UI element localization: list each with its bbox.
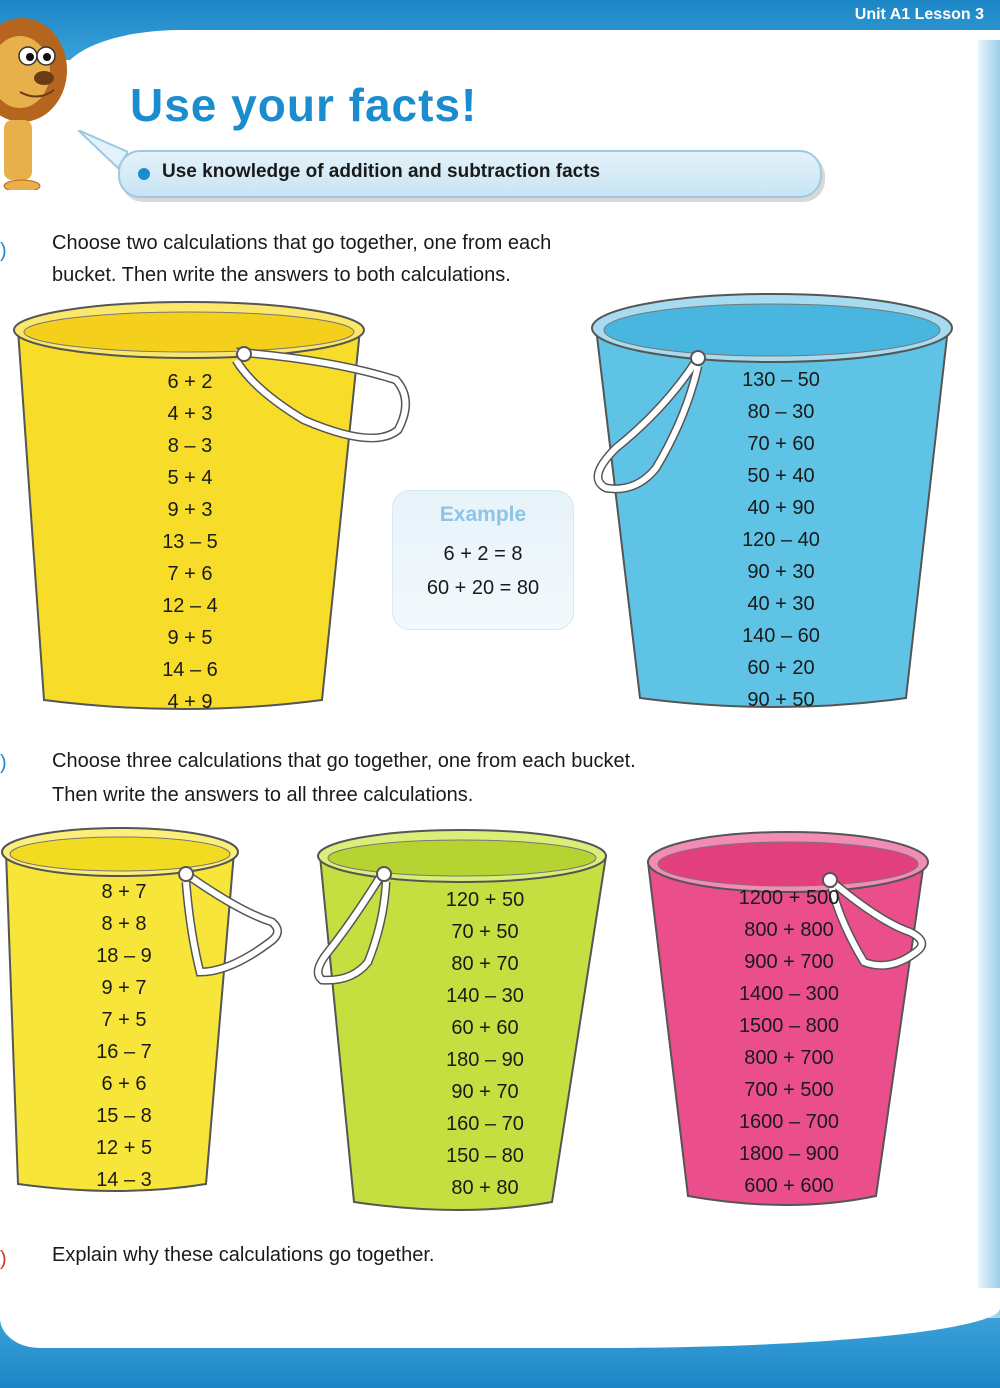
lion-mascot-icon [0, 10, 70, 190]
example-title: Example [439, 503, 527, 526]
example-box [392, 490, 574, 630]
calc-item: 60 + 60 [451, 1017, 519, 1039]
pink-bucket-calculations [704, 882, 874, 1202]
calc-item: 90 + 50 [747, 689, 815, 711]
calc-item: 15 – 8 [96, 1105, 152, 1127]
calc-item: 16 – 7 [96, 1041, 152, 1063]
calc-item: 140 – 60 [742, 625, 820, 647]
calc-item: 140 – 30 [446, 985, 524, 1007]
calc-item: 40 + 30 [747, 593, 815, 615]
green-bucket-calculations [420, 884, 550, 1204]
question-marker-1: ) [0, 240, 7, 262]
calc-item: 1800 – 900 [738, 1143, 840, 1165]
calc-item: 160 – 70 [446, 1113, 524, 1135]
task1-instruction-line2: bucket. Then write the answers to both calculations. [52, 264, 511, 286]
calc-item: 8 – 3 [167, 435, 213, 457]
pink-bucket [640, 822, 940, 1222]
lesson-tag: Unit A1 Lesson 3 [854, 6, 984, 23]
calc-item: 1200 + 500 [738, 887, 840, 909]
yellow-bucket-1 [4, 300, 414, 720]
task1-instruction-line1: Choose two calculations that go together, one from each [52, 232, 552, 254]
question-marker-3: ) [0, 1248, 7, 1270]
calc-item: 6 + 6 [101, 1073, 147, 1095]
calc-item: 9 + 5 [167, 627, 213, 649]
yellow-bucket-2-calculations [74, 876, 174, 1196]
calc-item: 50 + 40 [747, 465, 815, 487]
calc-item: 700 + 500 [744, 1079, 834, 1101]
calc-item: 80 – 30 [747, 401, 815, 423]
calc-item: 70 + 60 [747, 433, 815, 455]
calc-item: 80 + 70 [451, 953, 519, 975]
calc-item: 8 + 7 [101, 881, 147, 903]
task2-instruction-line1: Choose three calculations that go together, one from each bucket. [52, 750, 636, 772]
calc-item: 14 – 3 [96, 1169, 152, 1191]
calc-item: 4 + 9 [167, 691, 213, 713]
calc-item: 6 + 2 [167, 371, 213, 393]
blue-bucket-calculations [716, 364, 846, 716]
footer-curve [0, 1288, 1000, 1348]
calc-item: 40 + 90 [747, 497, 815, 519]
calc-item: 180 – 90 [446, 1049, 524, 1071]
objective-banner [118, 150, 822, 198]
page-edge [978, 40, 1000, 1340]
calc-item: 120 + 50 [445, 889, 525, 911]
calc-item: 900 + 700 [744, 951, 834, 973]
calc-item: 1400 – 300 [738, 983, 840, 1005]
objective-text: Use knowledge of addition and subtraction facts [162, 161, 601, 182]
calc-item: 70 + 50 [451, 921, 519, 943]
calc-item: 9 + 3 [167, 499, 213, 521]
yellow-bucket-2 [0, 822, 290, 1202]
calc-item: 9 + 7 [101, 977, 147, 999]
calc-item: 12 – 4 [162, 595, 218, 617]
calc-item: 8 + 8 [101, 913, 147, 935]
calc-item: 1500 – 800 [738, 1015, 840, 1037]
calc-item: 14 – 6 [162, 659, 218, 681]
page-title: Use your facts! [130, 79, 478, 131]
task2-instruction-line2: Then write the answers to all three calculations. [52, 784, 474, 806]
bullet-icon [138, 168, 150, 180]
calc-item: 80 + 80 [451, 1177, 519, 1199]
calc-item: 7 + 6 [167, 563, 213, 585]
calc-item: 90 + 30 [747, 561, 815, 583]
yellow-bucket-1-calculations [140, 366, 240, 718]
calc-item: 1600 – 700 [738, 1111, 840, 1133]
task3-instruction: Explain why these calculations go together. [52, 1244, 435, 1266]
calc-item: 150 – 80 [446, 1145, 524, 1167]
green-bucket [312, 822, 612, 1222]
calc-item: 120 – 40 [742, 529, 820, 551]
calc-item: 130 – 50 [742, 369, 820, 391]
calc-item: 4 + 3 [167, 403, 213, 425]
example-line-2: 60 + 20 = 80 [426, 577, 540, 599]
blue-bucket [576, 288, 980, 720]
calc-item: 800 + 800 [744, 919, 834, 941]
calc-item: 800 + 700 [744, 1047, 834, 1069]
calc-item: 5 + 4 [167, 467, 213, 489]
calc-item: 600 + 600 [744, 1175, 834, 1197]
calc-item: 18 – 9 [96, 945, 152, 967]
calc-item: 7 + 5 [101, 1009, 147, 1031]
calc-item: 90 + 70 [451, 1081, 519, 1103]
calc-item: 12 + 5 [95, 1137, 153, 1159]
calc-item: 60 + 20 [747, 657, 815, 679]
calc-item: 13 – 5 [162, 531, 218, 553]
question-marker-2: ) [0, 752, 7, 774]
example-line-1: 6 + 2 = 8 [443, 543, 523, 565]
